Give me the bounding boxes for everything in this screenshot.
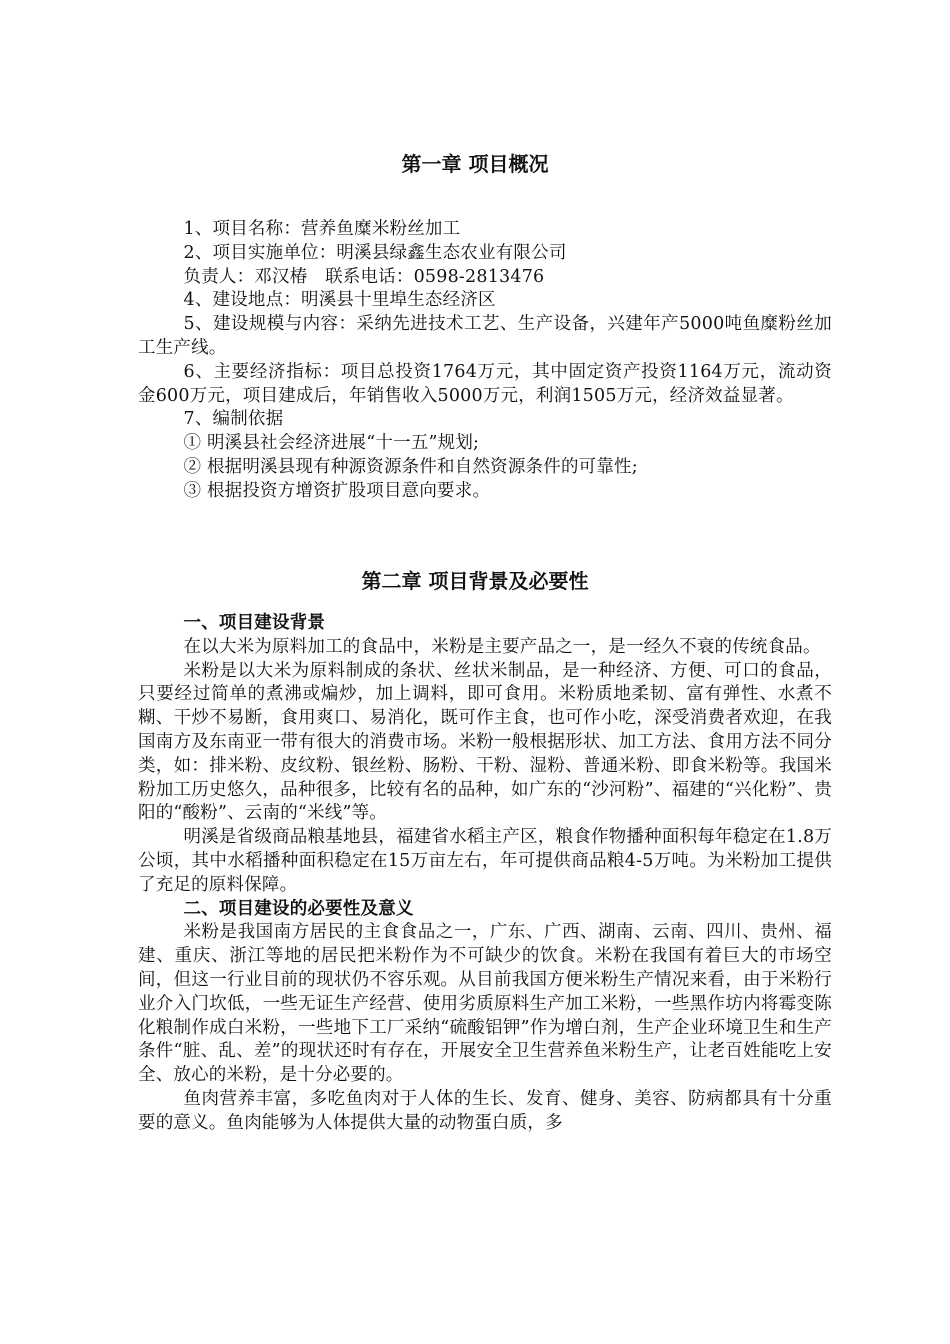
item-basis-2: ② 根据明溪县现有种源资源条件和自然资源条件的可靠性;	[183, 456, 638, 477]
chapter-2-title: 第二章 项目背景及必要性	[361, 569, 589, 593]
item-location: 4、建设地点：明溪县十里埠生态经济区	[183, 290, 496, 311]
item-project-name: 1、项目名称：营养鱼糜米粉丝加工	[183, 219, 461, 239]
section-1-paragraph: 米粉是以大米为原料制成的条状、丝状米制品，是一种经济、方便、可口的食品，只要经过简单的煮沸或煸炒，加上调料，即可食用。米粉质地柔韧、富有弹性、水煮不糊、干炒不易断，食用爽口、易消化，既可作主食，也可作小吃，深受消费者欢迎，在我国南方及东南亚一带有很大的消费市场。米粉一般根据形状、加工方法、食用方法不同分类，如：排米粉、皮纹粉、银丝粉、肠粉、干粉、湿粉、普通米粉、即食米粉等。我国米粉加工历史悠久，品种很多，比较有名的品种，如广东的“沙河粉”、福建的“兴化粉”、贵阳的“酸粉”、云南的“米线”等。	[138, 660, 832, 824]
item-implementing-unit: 2、项目实施单位：明溪县绿鑫生态农业有限公司	[183, 242, 567, 263]
section-2-paragraph: 米粉是我国南方居民的主食食品之一，广东、广西、湖南、云南、四川、贵州、福建、重庆、浙江等地的居民把米粉作为不可缺少的饮食。米粉在我国有着巨大的市场空间，但这一行业目前的现状仍不容乐观。从目前我国方便米粉生产情况来看，由于米粉行业介入门坎低，一些无证生产经营、使用劣质原料生产加工米粉，一些黑作坊内将霉变陈化粮制作成白米粉，一些地下工厂采纳“硫酸铝钾”作为增白剂，生产企业环境卫生和生产条件“脏、乱、差”的现状还时有存在，开展安全卫生营养鱼米粉生产，让老百姓能吃上安全、放心的米粉，是十分必要的。	[138, 922, 832, 1086]
section-1-paragraph: 在以大米为原料加工的食品中，米粉是主要产品之一，是一经久不衰的传统食品。	[183, 636, 821, 657]
section-1-paragraph: 明溪是省级商品粮基地县，福建省水稻主产区，粮食作物播种面积每年稳定在1.8万公顷，其中水稻播种面积稳定在15万亩左右，年可提供商品粮4-5万吨。为米粉加工提供了充足的原料保障。	[138, 827, 832, 895]
item-economic-indicators: 6、主要经济指标：项目总投资1764万元，其中固定资产投资1164万元，流动资金600万元，项目建成后，年销售收入5000万元，利润1505万元，经济效益显著。	[138, 361, 832, 406]
item-contact: 负责人：邓汉椿 联系电话：0598-2813476	[183, 266, 545, 287]
item-basis-3: ③ 根据投资方增资扩股项目意向要求。	[183, 480, 491, 501]
section-1-heading: 一、项目建设背景	[183, 613, 326, 633]
item-scale: 5、建设规模与内容：采纳先进技术工艺、生产设备，兴建年产5000吨鱼糜粉丝加工生产线。	[138, 314, 832, 358]
section-2-paragraph: 鱼肉营养丰富，多吃鱼肉对于人体的生长、发育、健身、美容、防病都具有十分重要的意义。鱼肉能够为人体提供大量的动物蛋白质，多	[138, 1088, 832, 1133]
item-basis-heading: 7、编制依据	[183, 409, 284, 430]
chapter-2-body	[138, 612, 832, 1136]
chapter-1-title: 第一章 项目概况	[401, 152, 549, 176]
section-2-heading: 二、项目建设的必要性及意义	[183, 898, 414, 919]
chapter-1-body	[138, 218, 832, 504]
item-basis-1: ① 明溪县社会经济进展“十一五”规划;	[183, 433, 480, 454]
